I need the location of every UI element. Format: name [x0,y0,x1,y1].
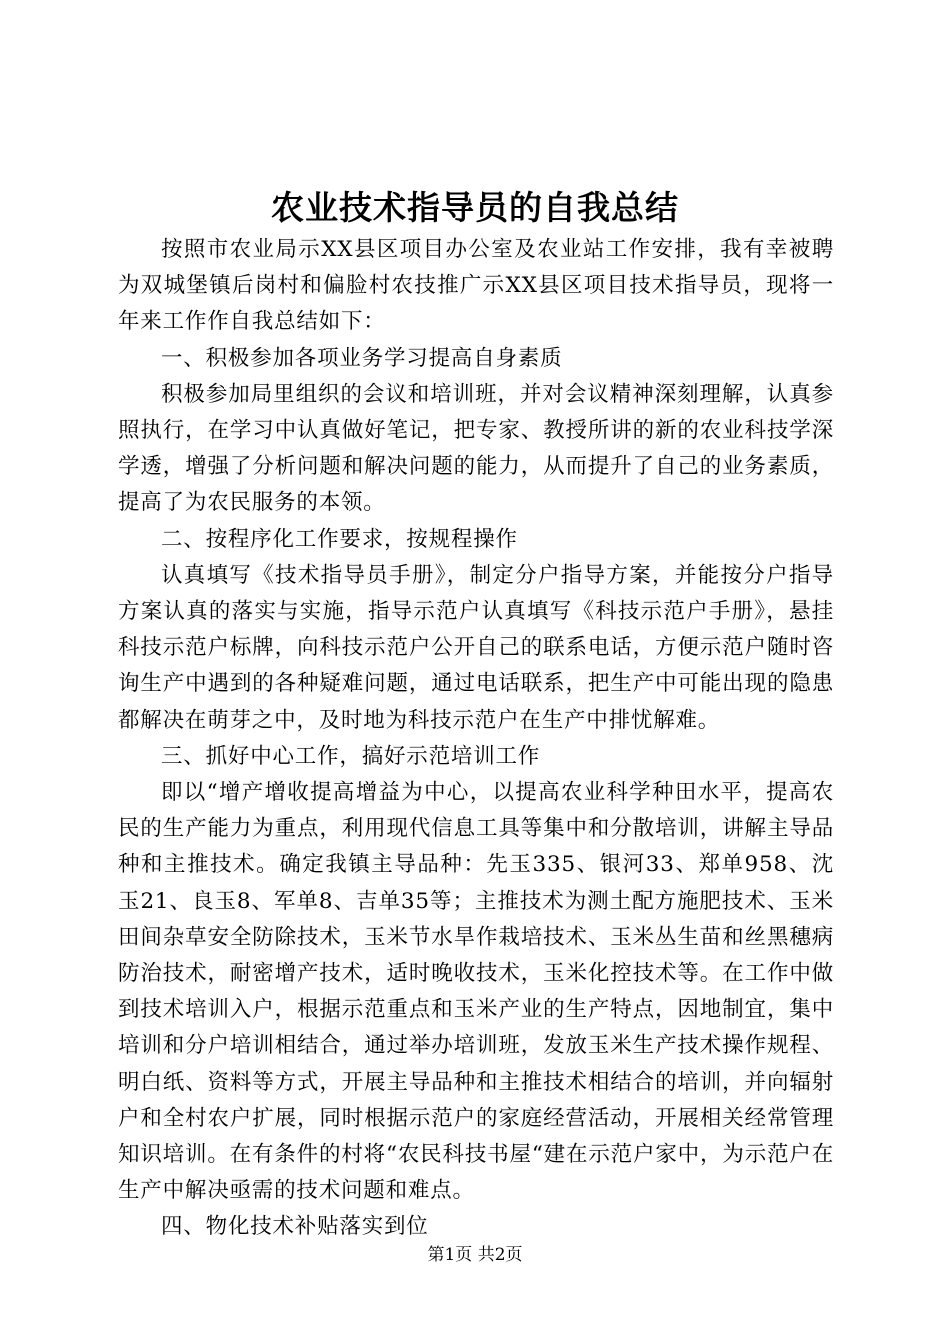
section-heading-4: 四、物化技术补贴落实到位 [161,1214,429,1240]
section-3-paragraph: 即以“增产增收提高增益为中心，以提高农业科学种田水平，提高农民的生产能力为重点，利用现代信息工具等集中和分散培训，讲解主导品种和主推技术。确定我镇主导品种：先玉335、银河33、郑单958、沈玉21、良玉8、军单8、吉单35等；主推技术为测土配方施肥技术、玉米田间杂草安全防除技术，玉米节水旱作栽培技术、玉米丛生苗和丝黑穗病防治技术，耐密增产技术，适时晚收技术，玉米化控技术等。在工作中做到技术培训入户，根据示范重点和玉米产业的生产特点，因地制宜，集中培训和分户培训相结合，通过举办培训班，发放玉米生产技术操作规程、明白纸、资料等方式，开展主导品种和主推技术相结合的培训，并向辐射户和全村农户扩展，同时根据示范户的家庭经营活动，开展相关经常管理知识培训。在有条件的村将“农民科技书屋“建在示范户家中，为示范户在生产中解决亟需的技术问题和难点。 [118,780,834,1204]
section-2-paragraph: 认真填写《技术指导员手册》，制定分户指导方案，并能按分户指导方案认真的落实与实施，指导示范户认真填写《科技示范户手册》，悬挂科技示范户标牌，向科技示范户公开自己的联系电话，方便示范户随时咨询生产中遇到的各种疑难问题，通过电话联系，把生产中可能出现的隐患都解决在萌芽之中，及时地为科技示范户在生产中排忧解难。 [118,562,834,733]
document-title: 农业技术指导员的自我总结 [271,188,679,227]
section-heading-2: 二、按程序化工作要求，按规程操作 [161,526,518,552]
section-1-paragraph: 积极参加局里组织的会议和培训班，并对会议精神深刻理解，认真参照执行，在学习中认真做好笔记，把专家、教授所讲的新的农业科技学深学透，增强了分析问题和解决问题的能力，从而提升了自己的业务素质，提高了为农民服务的本领。 [118,381,834,516]
page-footer: 第1页 共2页 [427,1245,523,1265]
intro-paragraph: 按照市农业局示XX县区项目办公室及农业站工作安排，我有幸被聘为双城堡镇后岗村和偏脸村农技推广示XX县区项目技术指导员，现将一年来工作作自我总结如下： [118,237,834,335]
document-body [118,232,834,1246]
section-heading-1: 一、积极参加各项业务学习提高自身素质 [161,345,563,371]
section-heading-3: 三、抓好中心工作，搞好示范培训工作 [161,743,541,769]
